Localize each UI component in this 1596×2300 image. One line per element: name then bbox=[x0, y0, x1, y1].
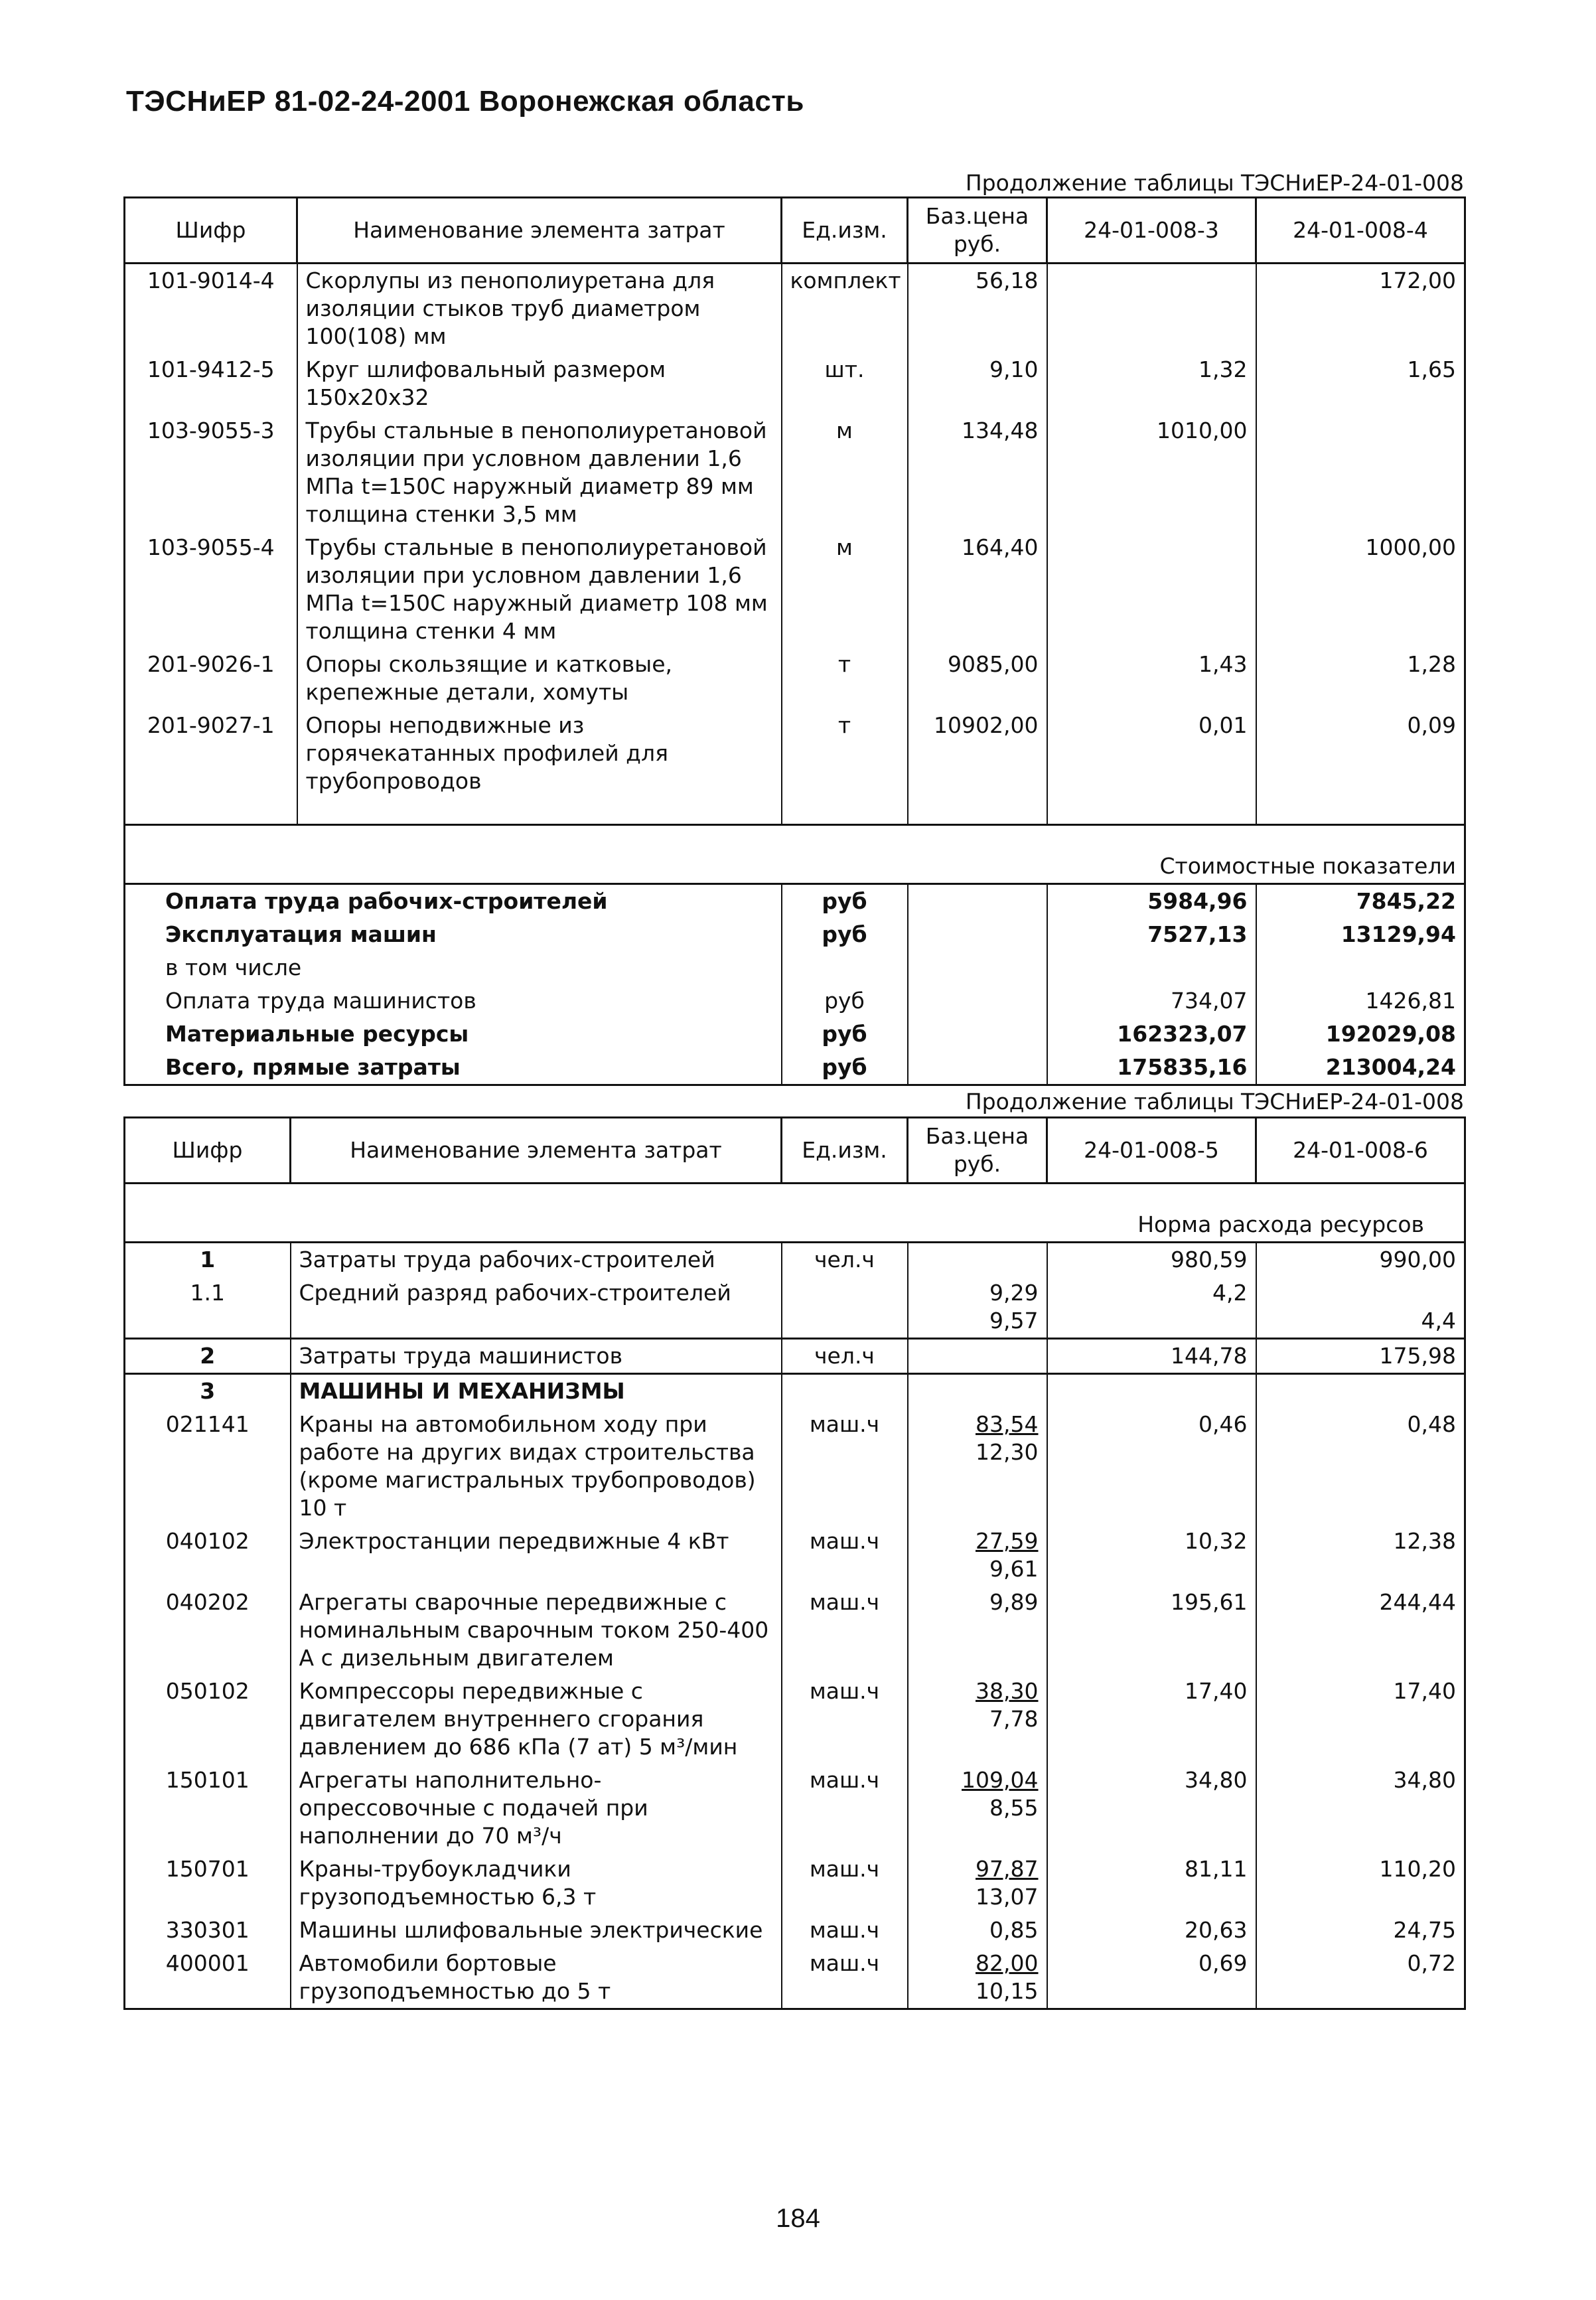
row-code: 1 bbox=[200, 1247, 216, 1272]
row-value-3: 1,43 bbox=[1047, 648, 1256, 709]
row-value-6: 34,80 bbox=[1256, 1764, 1465, 1853]
machine-row bbox=[125, 1914, 1465, 1947]
row-value-6: 12,38 bbox=[1256, 1525, 1465, 1586]
table1-caption: Продолжение таблицы ТЭСНиЕР-24-01-008 bbox=[965, 170, 1464, 196]
row-name: Опоры скользящие и катковые, крепежные детали, хомуты bbox=[297, 648, 782, 709]
row-value-3: 1,32 bbox=[1047, 353, 1256, 414]
machine-row bbox=[125, 1764, 1465, 1853]
row-unit: м bbox=[782, 531, 908, 648]
table-row bbox=[125, 648, 1465, 709]
row-unit: м bbox=[782, 414, 908, 531]
cost-unit: руб bbox=[782, 918, 908, 951]
cost-row bbox=[125, 1018, 1465, 1051]
cost-name: Оплата труда рабочих-строителей bbox=[165, 887, 608, 914]
col-header-unit: Ед.изм. bbox=[782, 1118, 908, 1184]
row-price: 164,40 bbox=[908, 531, 1047, 648]
row-grade-b: 9,57 bbox=[989, 1308, 1039, 1334]
row-price-operator: 13,07 bbox=[976, 1884, 1039, 1910]
machine-row bbox=[125, 1853, 1465, 1914]
table1-header-row bbox=[125, 198, 1465, 264]
row-name: Средний разряд рабочих-строителей bbox=[291, 1276, 782, 1339]
row-price: 109,04 bbox=[962, 1767, 1039, 1793]
row-price-operator: 8,55 bbox=[989, 1795, 1039, 1821]
row-price: 83,54 bbox=[976, 1411, 1039, 1437]
row-name: Электростанции передвижные 4 кВт bbox=[291, 1525, 782, 1586]
row-code: 101-9014-4 bbox=[147, 268, 275, 293]
row-value-4: 1,28 bbox=[1256, 648, 1465, 709]
col-header-norm-5: 24-01-008-5 bbox=[1047, 1118, 1256, 1184]
row-name: Трубы стальные в пенополиуретановой изоляции при условном давлении 1,6 МПа t=150С наружный диаметр 89 мм толщина стенки 3,5 мм bbox=[297, 414, 782, 531]
row-price: 10902,00 bbox=[908, 709, 1047, 798]
row-code: 101-9412-5 bbox=[147, 356, 275, 382]
row-name: Скорлупы из пенополиуретана для изоляции стыков труб диаметром 100(108) мм bbox=[297, 264, 782, 354]
table2-caption: Продолжение таблицы ТЭСНиЕР-24-01-008 bbox=[965, 1089, 1464, 1114]
cost-section-row bbox=[125, 824, 1465, 883]
row-unit: чел.ч bbox=[782, 1339, 908, 1374]
row-name: Краны-трубоукладчики грузоподъемностью 6,3 т bbox=[291, 1853, 782, 1914]
row-price: 97,87 bbox=[976, 1856, 1039, 1882]
machine-row bbox=[125, 1675, 1465, 1764]
row-price: 9,10 bbox=[908, 353, 1047, 414]
cost-name: Всего, прямые затраты bbox=[165, 1053, 461, 1080]
norm-section-title: Норма расхода ресурсов bbox=[1137, 1211, 1424, 1237]
row-price: 9085,00 bbox=[908, 648, 1047, 709]
row-name: Затраты труда машинистов bbox=[291, 1339, 782, 1374]
cost-unit bbox=[782, 951, 908, 984]
row-value-5: 20,63 bbox=[1047, 1914, 1256, 1947]
row-value-4: 1,65 bbox=[1256, 353, 1465, 414]
machine-row bbox=[125, 1408, 1465, 1525]
machine-row bbox=[125, 1586, 1465, 1675]
row-grade-a: 9,29 bbox=[989, 1280, 1039, 1306]
cost-name: Эксплуатация машин bbox=[165, 921, 437, 947]
machine-row bbox=[125, 1525, 1465, 1586]
cost-value-3 bbox=[1047, 951, 1256, 984]
col-header-price: Баз.цена руб. bbox=[908, 198, 1047, 264]
row-price: 56,18 bbox=[908, 264, 1047, 354]
cost-row bbox=[125, 918, 1465, 951]
row-code: 040102 bbox=[165, 1528, 250, 1554]
row-name: МАШИНЫ И МЕХАНИЗМЫ bbox=[291, 1374, 782, 1409]
row-price-operator: 10,15 bbox=[976, 1978, 1039, 2004]
row-value-5: 0,69 bbox=[1047, 1947, 1256, 2009]
cost-row bbox=[125, 1051, 1465, 1085]
col-header-price: Баз.цена руб. bbox=[908, 1118, 1047, 1184]
cost-value-4: 13129,94 bbox=[1256, 918, 1465, 951]
row-unit: маш.ч bbox=[782, 1764, 908, 1853]
row-code: 201-9027-1 bbox=[147, 712, 275, 738]
row-code: 150701 bbox=[165, 1856, 250, 1882]
row-value-5: 0,46 bbox=[1047, 1408, 1256, 1525]
cost-value-4 bbox=[1256, 951, 1465, 984]
cost-unit: руб bbox=[782, 883, 908, 918]
row-unit: маш.ч bbox=[782, 1408, 908, 1525]
table-row bbox=[125, 353, 1465, 414]
row-name: Краны на автомобильном ходу при работе на других видах строительства (кроме магистральных трубопроводов) 10 т bbox=[291, 1408, 782, 1525]
row-value-3 bbox=[1047, 531, 1256, 648]
row-value-6: 110,20 bbox=[1256, 1853, 1465, 1914]
row-code: 2 bbox=[125, 1339, 291, 1374]
row-code: 400001 bbox=[165, 1950, 250, 1976]
row-value-4: 172,00 bbox=[1256, 264, 1465, 354]
page-number: 184 bbox=[776, 2204, 820, 2233]
labor-row bbox=[125, 1276, 1465, 1339]
row-value-6: 17,40 bbox=[1256, 1675, 1465, 1764]
cost-value-4: 192029,08 bbox=[1256, 1018, 1465, 1051]
cost-value-3: 5984,96 bbox=[1047, 883, 1256, 918]
norm-section-row bbox=[125, 1184, 1465, 1243]
row-name: Автомобили бортовые грузоподъемностью до 5 т bbox=[291, 1947, 782, 2009]
table-row bbox=[125, 531, 1465, 648]
col-header-name: Наименование элемента затрат bbox=[291, 1118, 782, 1184]
row-name: Опоры неподвижные из горячекатанных профилей для трубопроводов bbox=[297, 709, 782, 798]
machines-heading-row bbox=[125, 1374, 1465, 1409]
cost-value-3: 162323,07 bbox=[1047, 1018, 1256, 1051]
row-unit: маш.ч bbox=[782, 1586, 908, 1675]
row-code: 021141 bbox=[165, 1411, 250, 1437]
row-code: 040202 bbox=[165, 1589, 250, 1615]
row-name: Круг шлифовальный размером 150х20х32 bbox=[297, 353, 782, 414]
col-header-norm-3: 24-01-008-3 bbox=[1047, 198, 1256, 264]
row-value-5: 4,2 bbox=[1047, 1276, 1256, 1339]
row-value-5: 10,32 bbox=[1047, 1525, 1256, 1586]
row-value-4: 0,09 bbox=[1256, 709, 1465, 798]
resources-table-1 bbox=[123, 196, 1466, 1086]
row-name: Затраты труда рабочих-строителей bbox=[291, 1243, 782, 1277]
cost-value-3: 734,07 bbox=[1047, 984, 1256, 1018]
row-name: Машины шлифовальные электрические bbox=[291, 1914, 782, 1947]
row-value-5: 17,40 bbox=[1047, 1675, 1256, 1764]
page-title: ТЭСНиЕР 81-02-24-2001 Воронежская область bbox=[126, 85, 804, 117]
cost-section-title: Стоимостные показатели bbox=[1159, 852, 1456, 879]
col-header-unit: Ед.изм. bbox=[782, 198, 908, 264]
cost-row bbox=[125, 984, 1465, 1018]
cost-value-4: 1426,81 bbox=[1256, 984, 1465, 1018]
cost-row bbox=[125, 951, 1465, 984]
row-value-5: 34,80 bbox=[1047, 1764, 1256, 1853]
row-code: 103-9055-4 bbox=[147, 534, 275, 560]
row-code: 150101 bbox=[165, 1767, 250, 1793]
row-price: 38,30 bbox=[976, 1678, 1039, 1704]
row-value-3 bbox=[1047, 264, 1256, 354]
table-row bbox=[125, 709, 1465, 798]
row-unit: маш.ч bbox=[782, 1525, 908, 1586]
row-unit: чел.ч bbox=[782, 1243, 908, 1277]
row-value-6: 4,4 bbox=[1256, 1276, 1465, 1339]
cost-unit: руб bbox=[782, 1051, 908, 1085]
row-value-5: 980,59 bbox=[1047, 1243, 1256, 1277]
row-price: 9,89 bbox=[989, 1589, 1039, 1615]
row-value-5: 81,11 bbox=[1047, 1853, 1256, 1914]
table2-header-row bbox=[125, 1118, 1465, 1184]
cost-unit: руб bbox=[782, 1018, 908, 1051]
row-value-6: 244,44 bbox=[1256, 1586, 1465, 1675]
row-code: 1.1 bbox=[190, 1280, 225, 1306]
row-name: Трубы стальные в пенополиуретановой изоляции при условном давлении 1,6 МПа t=150С наружный диаметр 108 мм толщина стенки 4 мм bbox=[297, 531, 782, 648]
cost-value-3: 7527,13 bbox=[1047, 918, 1256, 951]
machine-row bbox=[125, 1947, 1465, 2009]
row-name: Компрессоры передвижные с двигателем внутреннего сгорания давлением до 686 кПа (7 ат) 5 м³/мин bbox=[291, 1675, 782, 1764]
labor-row bbox=[125, 1339, 1465, 1374]
row-unit: маш.ч bbox=[782, 1947, 908, 2009]
row-price: 134,48 bbox=[908, 414, 1047, 531]
row-unit: маш.ч bbox=[782, 1853, 908, 1914]
row-name: Агрегаты сварочные передвижные с номинальным сварочным током 250-400 А с дизельным двигателем bbox=[291, 1586, 782, 1675]
row-code: 050102 bbox=[165, 1678, 250, 1704]
col-header-code: Шифр bbox=[125, 198, 297, 264]
row-value-4 bbox=[1256, 414, 1465, 531]
row-value-5: 195,61 bbox=[1047, 1586, 1256, 1675]
col-header-name: Наименование элемента затрат bbox=[297, 198, 782, 264]
row-unit: комплект bbox=[782, 264, 908, 354]
row-name: Агрегаты наполнительно-опрессовочные с подачей при наполнении до 70 м³/ч bbox=[291, 1764, 782, 1853]
row-price-operator: 12,30 bbox=[976, 1439, 1039, 1465]
row-code: 201-9026-1 bbox=[147, 651, 275, 677]
row-unit: маш.ч bbox=[782, 1675, 908, 1764]
row-value-6: 0,48 bbox=[1256, 1408, 1465, 1525]
row-price-operator: 7,78 bbox=[989, 1706, 1039, 1732]
row-value-5: 144,78 bbox=[1047, 1339, 1256, 1374]
cost-unit: руб bbox=[782, 984, 908, 1018]
spacer-row bbox=[125, 798, 1465, 824]
row-value-6: 990,00 bbox=[1256, 1243, 1465, 1277]
row-price: 0,85 bbox=[989, 1917, 1039, 1943]
row-code: 3 bbox=[125, 1374, 291, 1409]
row-code: 103-9055-3 bbox=[147, 418, 275, 443]
row-price: 27,59 bbox=[976, 1528, 1039, 1554]
cost-name: Оплата труда машинистов bbox=[165, 987, 476, 1014]
table-row bbox=[125, 414, 1465, 531]
row-value-6: 175,98 bbox=[1256, 1339, 1465, 1374]
row-value-6: 0,72 bbox=[1256, 1947, 1465, 2009]
row-unit: т bbox=[782, 648, 908, 709]
resources-table-2 bbox=[123, 1116, 1466, 2010]
cost-name: в том числе bbox=[165, 954, 302, 980]
labor-row bbox=[125, 1243, 1465, 1277]
cost-value-4: 213004,24 bbox=[1256, 1051, 1465, 1085]
cost-value-4: 7845,22 bbox=[1256, 883, 1465, 918]
row-value-3: 1010,00 bbox=[1047, 414, 1256, 531]
col-header-norm-6: 24-01-008-6 bbox=[1256, 1118, 1465, 1184]
row-value-6: 24,75 bbox=[1256, 1914, 1465, 1947]
row-unit: т bbox=[782, 709, 908, 798]
row-unit: шт. bbox=[782, 353, 908, 414]
col-header-code: Шифр bbox=[125, 1118, 291, 1184]
table-row bbox=[125, 264, 1465, 354]
cost-value-3: 175835,16 bbox=[1047, 1051, 1256, 1085]
row-code: 330301 bbox=[165, 1917, 250, 1943]
col-header-norm-4: 24-01-008-4 bbox=[1256, 198, 1465, 264]
row-price: 82,00 bbox=[976, 1950, 1039, 1976]
row-value-3: 0,01 bbox=[1047, 709, 1256, 798]
cost-name: Материальные ресурсы bbox=[165, 1020, 469, 1047]
row-value-4: 1000,00 bbox=[1256, 531, 1465, 648]
cost-row bbox=[125, 883, 1465, 918]
row-unit: маш.ч bbox=[782, 1914, 908, 1947]
row-price-operator: 9,61 bbox=[989, 1556, 1039, 1582]
